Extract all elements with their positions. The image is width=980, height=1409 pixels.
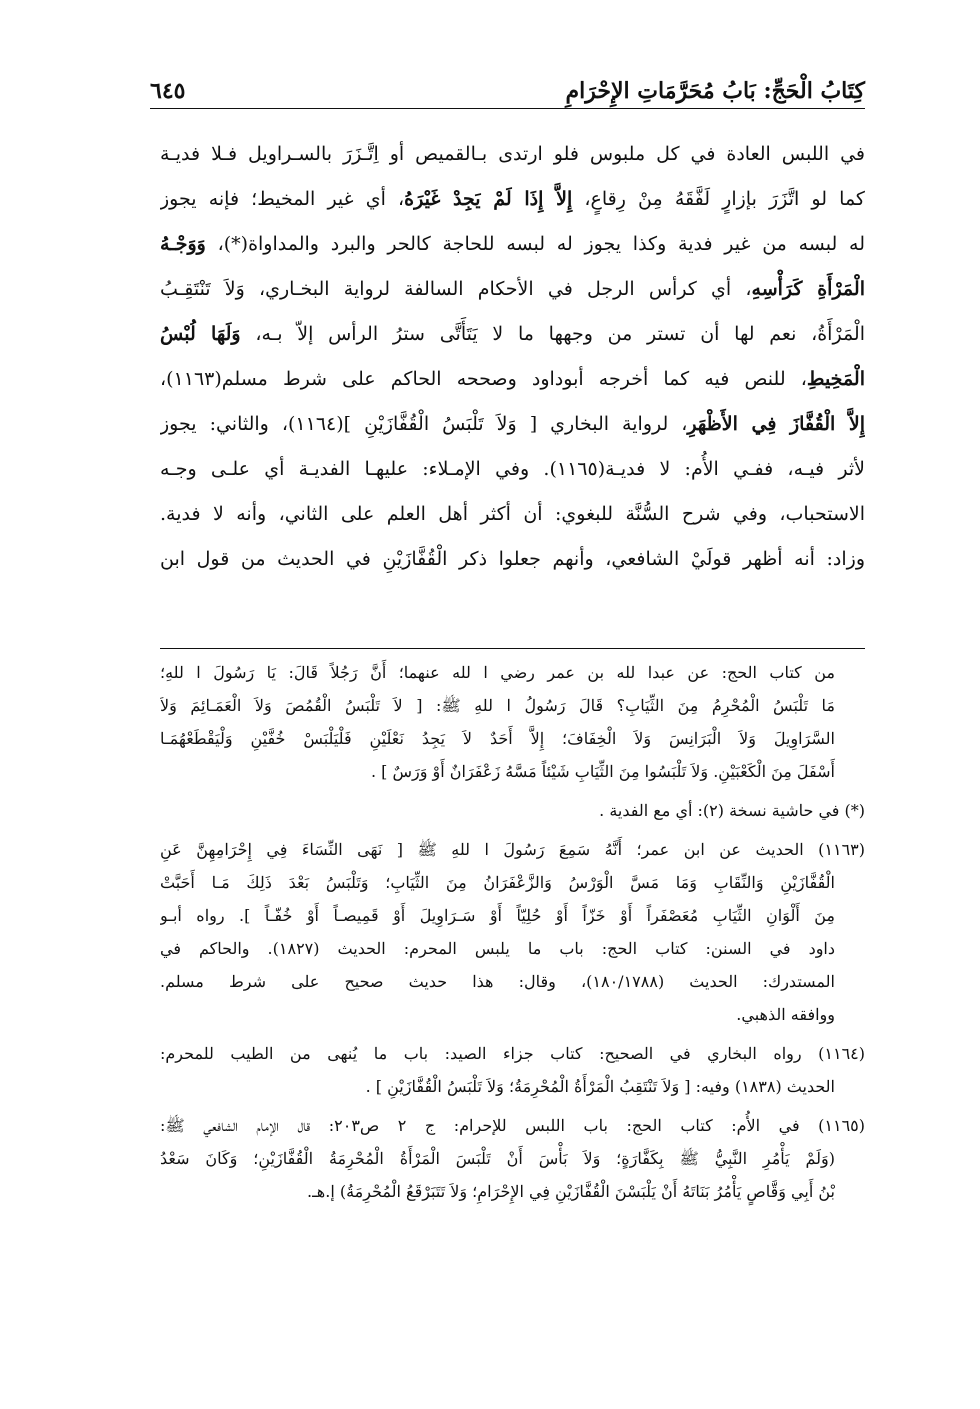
main-text-body [160,132,865,582]
footnote [160,656,865,788]
footnote-line: الْقُفَّازَيْنِ وَالنِّقَابِ وَمَا مَسَّ الْوَرْسُ وَالزَّعْفَرَانُ مِنَ الثِّيَابِ؛ وَتَلْبَسُ بَعْدَ ذَلِكَ مَـا أَحَبَّتْ [160,873,835,892]
footnote-line: السَّرَاوِيلَ وَلاَ الْبَرَانِسَ وَلاَ الْخِفَافَ؛ إِلاَّ أَحَدٌ لاَ يَجِدُ نَعْلَيْنِ فَلْيَلْبَسْ خُفَّيْنِ وَلْيَقْطَعْهُمَـا [160,729,835,748]
commentary-text: الْمَرْأَةُ، نعم لها أن تستر من وجهها ما لا يَتَأَتَّى سترُ الرأس إلاّ بـه، [240,323,865,345]
footnotes [160,656,865,1208]
footnote-line: من كتاب الحج: عن عبدا لله بن عمر رضي ا لله عنهما؛ أَنَّ رَجُلاً قَالَ: يَا رَسُولَ ا للهِ؛ [160,663,835,682]
footnote [160,833,865,1031]
running-title: كِتَابُ الْحَجِّ: بَابُ مُحَرَّمَاتِ الإِحْرَامِ [565,78,865,104]
text-line [160,357,865,402]
text-line [160,132,865,177]
footnote [160,794,865,827]
footnote [160,1109,865,1208]
commentary-text: له لبسه من غير فدية وكذا يجوز له لبسه للحاجة كالحر والبرد والمداواة(*)، [205,233,865,255]
footnote-line: (*) في حاشية نسخة (٢): أي مع الفدية . [599,801,865,820]
footnote-line: أَسْفَلَ مِنَ الْكَعْبَيْنِ. وَلاَ تَلْبَسُوا مِنَ الثِّيَابِ شَيْئاً مَسَّهُ زَعْفَرَانٌ أَوْ وَرَسٌ ] . [370,762,835,781]
footnote-line: (١١٦٥) في الأُم: كتاب الحج: باب اللبس للإحرام: ج ٢ ص٢٠٣: قال الإمام الشافعي ﷺ: [160,1116,865,1135]
matn-bold-text: الْمَرْأَةِ كَرَأْسِهِ [751,278,865,300]
matn-bold-text: إِلاَّ الْقُفَّازَ فِي الأَظْهَرِ [687,413,865,435]
footnote-line: مَا تَلْبَسُ الْمُحْرِمُ مِنَ الثِّيَابِ؟ قَالَ رَسُولُ ا للهِ ﷺ: [ لاَ تَلْبَسُ الْقُمُصَ وَلاَ الْعَمَـائِمَ وَلاَ [160,696,835,715]
text-line [160,492,865,537]
commentary-text: ، أي كرأس الرجل في الأحكام السالفة لرواية البخـاري، وَلاَ تَنْتَقِـبُ [160,278,752,300]
commentary-text: الاستحباب، وفي شرح السُّنَّة للبغوي: أن أكثر أهل العلم على الثاني، وأنه لا فدية. [160,503,865,525]
text-line [160,177,865,222]
footnote-line: مِنَ أَلْوَانِ الثِّيَابِ مُعَصْفَراً أَوْ خَزّاً أَوْ حُلِيّاً أَوْ سَـرَاوِيلَ أَوْ قَمِيصـاً أَوْ خُفّـاً ]. رواه أبـو [160,906,835,925]
commentary-text: ، للنص فيه كما أخرجه أبوداود وصححه الحاكم على شرط مسلم(١١٦٣)، [160,368,807,390]
footnote-line: ووافقه الذهبي. [736,1005,835,1024]
footnote [160,1037,865,1103]
text-line [160,447,865,492]
commentary-text: لأثر فيـه، ففـي الأُم: لا فديـة(١١٦٥). وفي الإمـلاء: عليهـا الفديـة أي علـى وجـه [160,458,865,480]
footnote-line: بْنُ أَبِي وَقَّاصٍ يَأْمُرُ بَنَاتَهُ أَنْ يَلْبَسْنَ الْقُفَّازَيْنِ فِي الإِحْرَامِ؛ وَلاَ تَتَبَرْقَعُ الْمُحْرِمَةُ) إ.هـ. [307,1182,835,1201]
footnote-line: (وَلَمْ يَأْمُرِ النَّبِيُّ ﷺ بِكَفَّارَةٍ؛ وَلاَ بَأْسَ أَنْ تَلْبَسَ الْمَرْأَةُ الْمُحْرِمَةُ الْقُفَّازَيْنِ؛ وَكَانَ سَعْدُ [160,1149,836,1168]
footnote-line: الحديث (١٨٣٨) وفيه: [ وَلاَ تَنْتَقِبُ الْمَرْأَةُ الْمُحْرِمَةُ؛ وَلاَ تَلْبَسُ الْقُفَّازَيْنِ ] . [365,1077,835,1096]
text-line [160,537,865,582]
commentary-text: في اللبس العادة في كل ملبوس فلو ارتدى بـالقميص أو اِتَّـزَرَ بالسـراويل فـلا فديـة [160,143,865,165]
commentary-text: وزاد: أنه أظهر قولَيْ الشافعي، وأنهم جعلوا ذكر الْقُفَّازَيْنِ في الحديث من قول ابن [160,548,865,570]
matn-bold-text: وَلَهَا لُبْسُ [160,323,241,345]
footnote-line: داود في السنن: كتاب الحج: باب ما يلبس المحرم: الحديث (١٨٢٧). والحاكم في [160,939,836,958]
page-header [150,68,865,109]
commentary-text: كما لو اتَّزَرَ بإزارٍ لَفَّقَهُ مِنْ رِقاعٍ، [572,188,865,210]
commentary-text: ، لرواية البخاري [ وَلاَ تَلْبَسُ الْقُفَّازَيْنِ ](١١٦٤)، والثاني: يجوز [160,413,688,435]
text-line [160,222,865,267]
text-line [160,312,865,357]
commentary-text: ، أي غير المخيط؛ فإنه يجوز [160,188,405,210]
text-line [160,267,865,312]
matn-bold-text: إِلاَّ إِذَا لَمْ يَجِدْ غَيْرَهُ [404,188,573,210]
page-number: ٦٤٥ [150,78,186,104]
footnote-line: (١١٦٤) رواه البخاري في الصحيح: كتاب جزاء الصيد: باب ما يُنهى من الطيب للمحرم: [160,1044,865,1063]
footnote-separator [160,648,865,649]
matn-bold-text: الْمَخِيطِ [806,368,865,390]
footnote-line: المستدرك: الحديث (١٨٠/١٧٨٨)، وقال: هذا حديث صحيح على شرط مسلم. [160,972,835,991]
text-line [160,402,865,447]
footnote-line: (١١٦٣) الحديث عن ابن عمر؛ أَنَّهُ سَمِعَ رَسُولَ ا للهِ ﷺ [ نَهَى النِّسَاءَ فِي إِحْرَامِهِنَّ عَنِ [160,840,865,859]
matn-bold-text: وَوَجْـهُ [160,233,206,255]
